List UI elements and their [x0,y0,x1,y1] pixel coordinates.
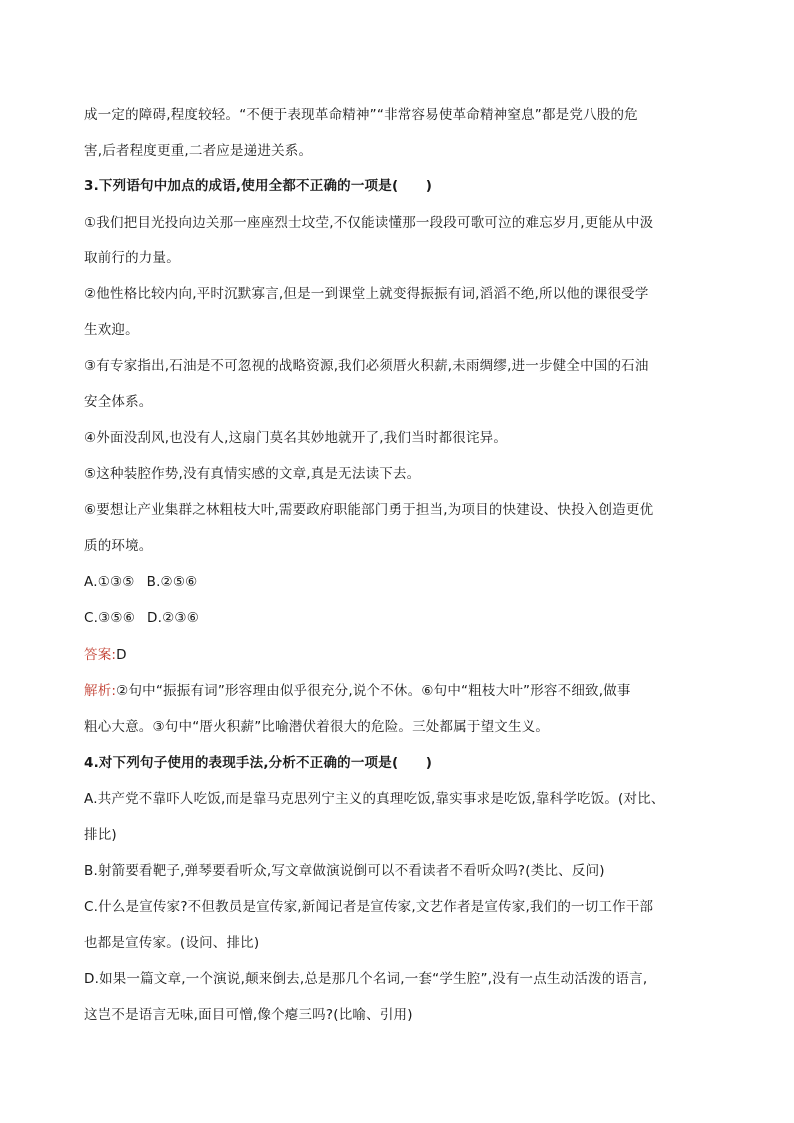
answer-value: D [116,647,127,663]
q4-option-d-line-2: 这岂不是语言无味,面目可憎,像个瘪三吗?(比喻、引用) [84,1007,413,1023]
question-3-stem: 3.下列语句中加点的成语,使用全都不正确的一项是( ) [84,178,433,194]
q3-sentence-5: ⑤这种装腔作势,没有真情实感的文章,真是无法读下去。 [84,466,421,482]
q3-option-c: C.③⑤⑥ [84,610,136,626]
q3-sentence-3-line-2: 安全体系。 [84,394,153,410]
analysis-label: 解析: [84,683,117,699]
q4-option-c-line-2: 也都是宣传家。(设问、排比) [84,935,260,951]
q3-sentence-4: ④外面没刮风,也没有人,这扇门莫名其妙地就开了,我们当时都很诧异。 [84,430,508,446]
question-4-stem: 4.对下列句子使用的表现手法,分析不正确的一项是( ) [84,755,433,771]
q3-analysis-line-1 [84,681,724,701]
q3-option-d: D.②③⑥ [147,610,200,626]
q3-options-row-1 [84,572,724,592]
answer-label: 答案: [84,647,117,663]
q3-sentence-2-line-1: ②他性格比较内向,平时沉默寡言,但是一到课堂上就变得振振有词,滔滔不绝,所以他的课很受学 [84,286,649,302]
q3-sentence-6-line-2: 质的环境。 [84,538,153,554]
q3-sentence-3-line-1: ③有专家指出,石油是不可忽视的战略资源,我们必须厝火积薪,未雨绸缪,进一步健全中国的石油 [84,358,649,374]
q3-sentence-6-line-1: ⑥要想让产业集群之林粗枝大叶,需要政府职能部门勇于担当,为项目的快建设、快投入创造更优 [84,502,654,518]
q4-option-a-line-2: 排比) [84,827,117,843]
q3-option-b: B.②⑤⑥ [146,574,198,590]
q3-options-row-2 [84,608,724,628]
q4-option-c-line-1: C.什么是宣传家?不但教员是宣传家,新闻记者是宣传家,文艺作者是宣传家,我们的一切工作干部 [84,899,654,915]
q3-answer [84,645,724,665]
q3-analysis-line-2: 粗心大意。③句中“厝火积薪”比喻潜伏着很大的危险。三处都属于望文生义。 [84,719,550,735]
q3-option-a: A.①③⑤ [84,574,135,590]
q4-option-d-line-1: D.如果一篇文章,一个演说,颠来倒去,总是那几个名词,一套“学生腔”,没有一点生动活泼的语言, [84,971,648,987]
q3-sentence-1-line-2: 取前行的力量。 [84,250,180,266]
q3-sentence-1-line-1: ①我们把目光投向边关那一座座烈士坟茔,不仅能读懂那一段段可歌可泣的难忘岁月,更能从中汲 [84,215,654,231]
intro-line-2: 害,后者程度更重,二者应是递进关系。 [84,143,313,159]
q4-option-a-line-1: A.共产党不靠吓人吃饭,而是靠马克思列宁主义的真理吃饭,靠实事求是吃饭,靠科学吃饭。(对比、 [84,791,665,807]
q4-option-b: B.射箭要看靶子,弹琴要看听众,写文章做演说倒可以不看读者不看听众吗?(类比、反问) [84,863,605,879]
q3-sentence-2-line-2: 生欢迎。 [84,322,139,338]
analysis-text-1: ②句中“振振有词”形容理由似乎很充分,说个不休。⑥句中“粗枝大叶”形容不细致,做事 [116,683,631,699]
intro-line-1: 成一定的障碍,程度较轻。“不便于表现革命精神”“非常容易使革命精神窒息”都是党八股的危 [84,107,638,123]
